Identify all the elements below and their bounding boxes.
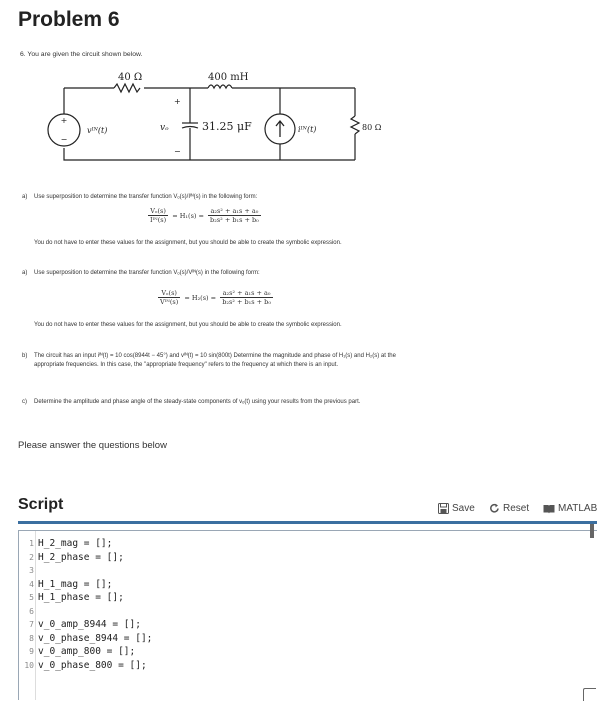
code-line[interactable]: [38, 605, 597, 619]
question-c: [22, 398, 399, 407]
problem-intro: 6. You are given the circuit shown below.: [20, 51, 143, 58]
r2-label: 80 Ω: [362, 123, 382, 132]
line-number: 3: [29, 566, 34, 575]
code-line[interactable]: [38, 564, 597, 578]
vo-plus: +: [174, 97, 181, 106]
question-b: [22, 352, 399, 370]
line-number: 9: [29, 647, 34, 656]
code-editor[interactable]: [18, 530, 597, 700]
line-number: 8: [29, 633, 34, 643]
question-a2-label: a): [22, 270, 28, 276]
editor-scrollbar[interactable]: [590, 524, 594, 538]
circuit-diagram: [40, 70, 400, 165]
resistor-40-symbol: [114, 84, 140, 92]
vo-minus: −: [174, 147, 181, 156]
svg-text:+: +: [60, 116, 68, 125]
equation-h1: $\frac{\text{Vₒ(s)}}{\text{Iᴵᴺ(s)}}$ = H₁(s) = $\frac{\text{a₂s² + a₁s + a₀}}{\text{b₂s² + b₁s + b₀}}$: [150, 207, 259, 224]
code-line[interactable]: v_0_phase_800 = [];: [38, 659, 147, 671]
code-line[interactable]: H_1_mag = [];: [38, 578, 113, 590]
line-number: 4: [29, 579, 34, 589]
save-button[interactable]: [438, 503, 475, 514]
code-line[interactable]: v_0_amp_8944 = [];: [38, 619, 141, 630]
question-a1: [22, 193, 399, 202]
question-b-text: The circuit has an input iᴵᴺ(t) = 10 cos(8944t − 45°) and vᴵᴺ(t) = 10 sin(800t) Determine the magnitude and phase of H₁(s) and H₂(s) at the appropriate frequencies. In this case, the "appropriate frequency" refers to the frequency at which there is an input.: [34, 353, 396, 368]
equation-h2: $\frac{\text{Vₒ(s)}}{\text{Vᴵᴺ(s)}}$ = H₂(s) = $\frac{\text{a₂s² + a₁s + a₀}}{\text{b₂s² + b₁s + b₀}}$: [160, 289, 271, 306]
vin-label: vᴵᴺ(t): [87, 126, 108, 135]
question-c-label: c): [22, 399, 27, 405]
question-c-text: Determine the amplitude and phase angle of the steady-state components of vₒ(t) using your results from the previous part.: [34, 399, 361, 405]
instructions-text: Please answer the questions below: [18, 440, 167, 451]
line-number: 2: [29, 552, 34, 562]
line-number: 10: [24, 660, 34, 670]
code-line[interactable]: v_0_phase_8944 = [];: [38, 632, 153, 644]
reset-label: Reset: [503, 503, 530, 514]
c1-label: 31.25 μF: [202, 120, 252, 133]
save-icon: [438, 503, 449, 514]
matlab-documentation-button[interactable]: [543, 503, 597, 514]
line-number: 1: [29, 539, 34, 548]
r1-label: 40 Ω: [118, 72, 143, 83]
code-line[interactable]: H_1_phase = [];: [38, 592, 124, 603]
reset-button[interactable]: [489, 503, 529, 514]
question-a2-note: You do not have to enter these values for the assignment, but you should be able to create the symbolic expression.: [34, 322, 342, 328]
code-lines[interactable]: [38, 537, 597, 672]
vo-label: vₒ: [160, 123, 169, 133]
matlab-label: MATLAB: [558, 503, 597, 514]
l1-label: 400 mH: [208, 72, 249, 83]
code-line[interactable]: v_0_amp_800 = [];: [38, 646, 136, 657]
question-a1-note: You do not have to enter these values for the assignment, but you should be able to create the symbolic expression.: [34, 240, 342, 246]
save-label: Save: [452, 503, 475, 514]
resize-handle-icon[interactable]: [583, 688, 596, 701]
question-b-label: b): [22, 353, 28, 359]
iin-label: iᴵᴺ(t): [298, 125, 317, 134]
reset-icon: [489, 503, 500, 514]
gutter-divider: [35, 531, 36, 700]
question-a2: [22, 269, 399, 278]
script-title: Script: [18, 496, 64, 513]
code-line[interactable]: H_2_phase = [];: [38, 551, 124, 563]
code-line[interactable]: H_2_mag = [];: [38, 538, 113, 549]
svg-text:−: −: [60, 135, 68, 144]
editor-toolbar-divider: [18, 521, 597, 524]
line-number: 5: [29, 593, 34, 602]
problem-title: Problem 6: [18, 8, 120, 31]
inductor-symbol: [208, 85, 232, 88]
question-a2-text: Use superposition to determine the transfer function Vₒ(s)/Vᴵᴺ(s) in the following form:: [34, 270, 260, 276]
line-number: 7: [29, 620, 34, 629]
book-icon: [543, 504, 555, 514]
question-a1-label: a): [22, 194, 28, 200]
question-a1-text: Use superposition to determine the transfer function Vₒ(s)/Iᴵᴺ(s) in the following form:: [34, 194, 258, 200]
line-number: 6: [29, 606, 34, 616]
line-number-gutter: [19, 537, 34, 672]
